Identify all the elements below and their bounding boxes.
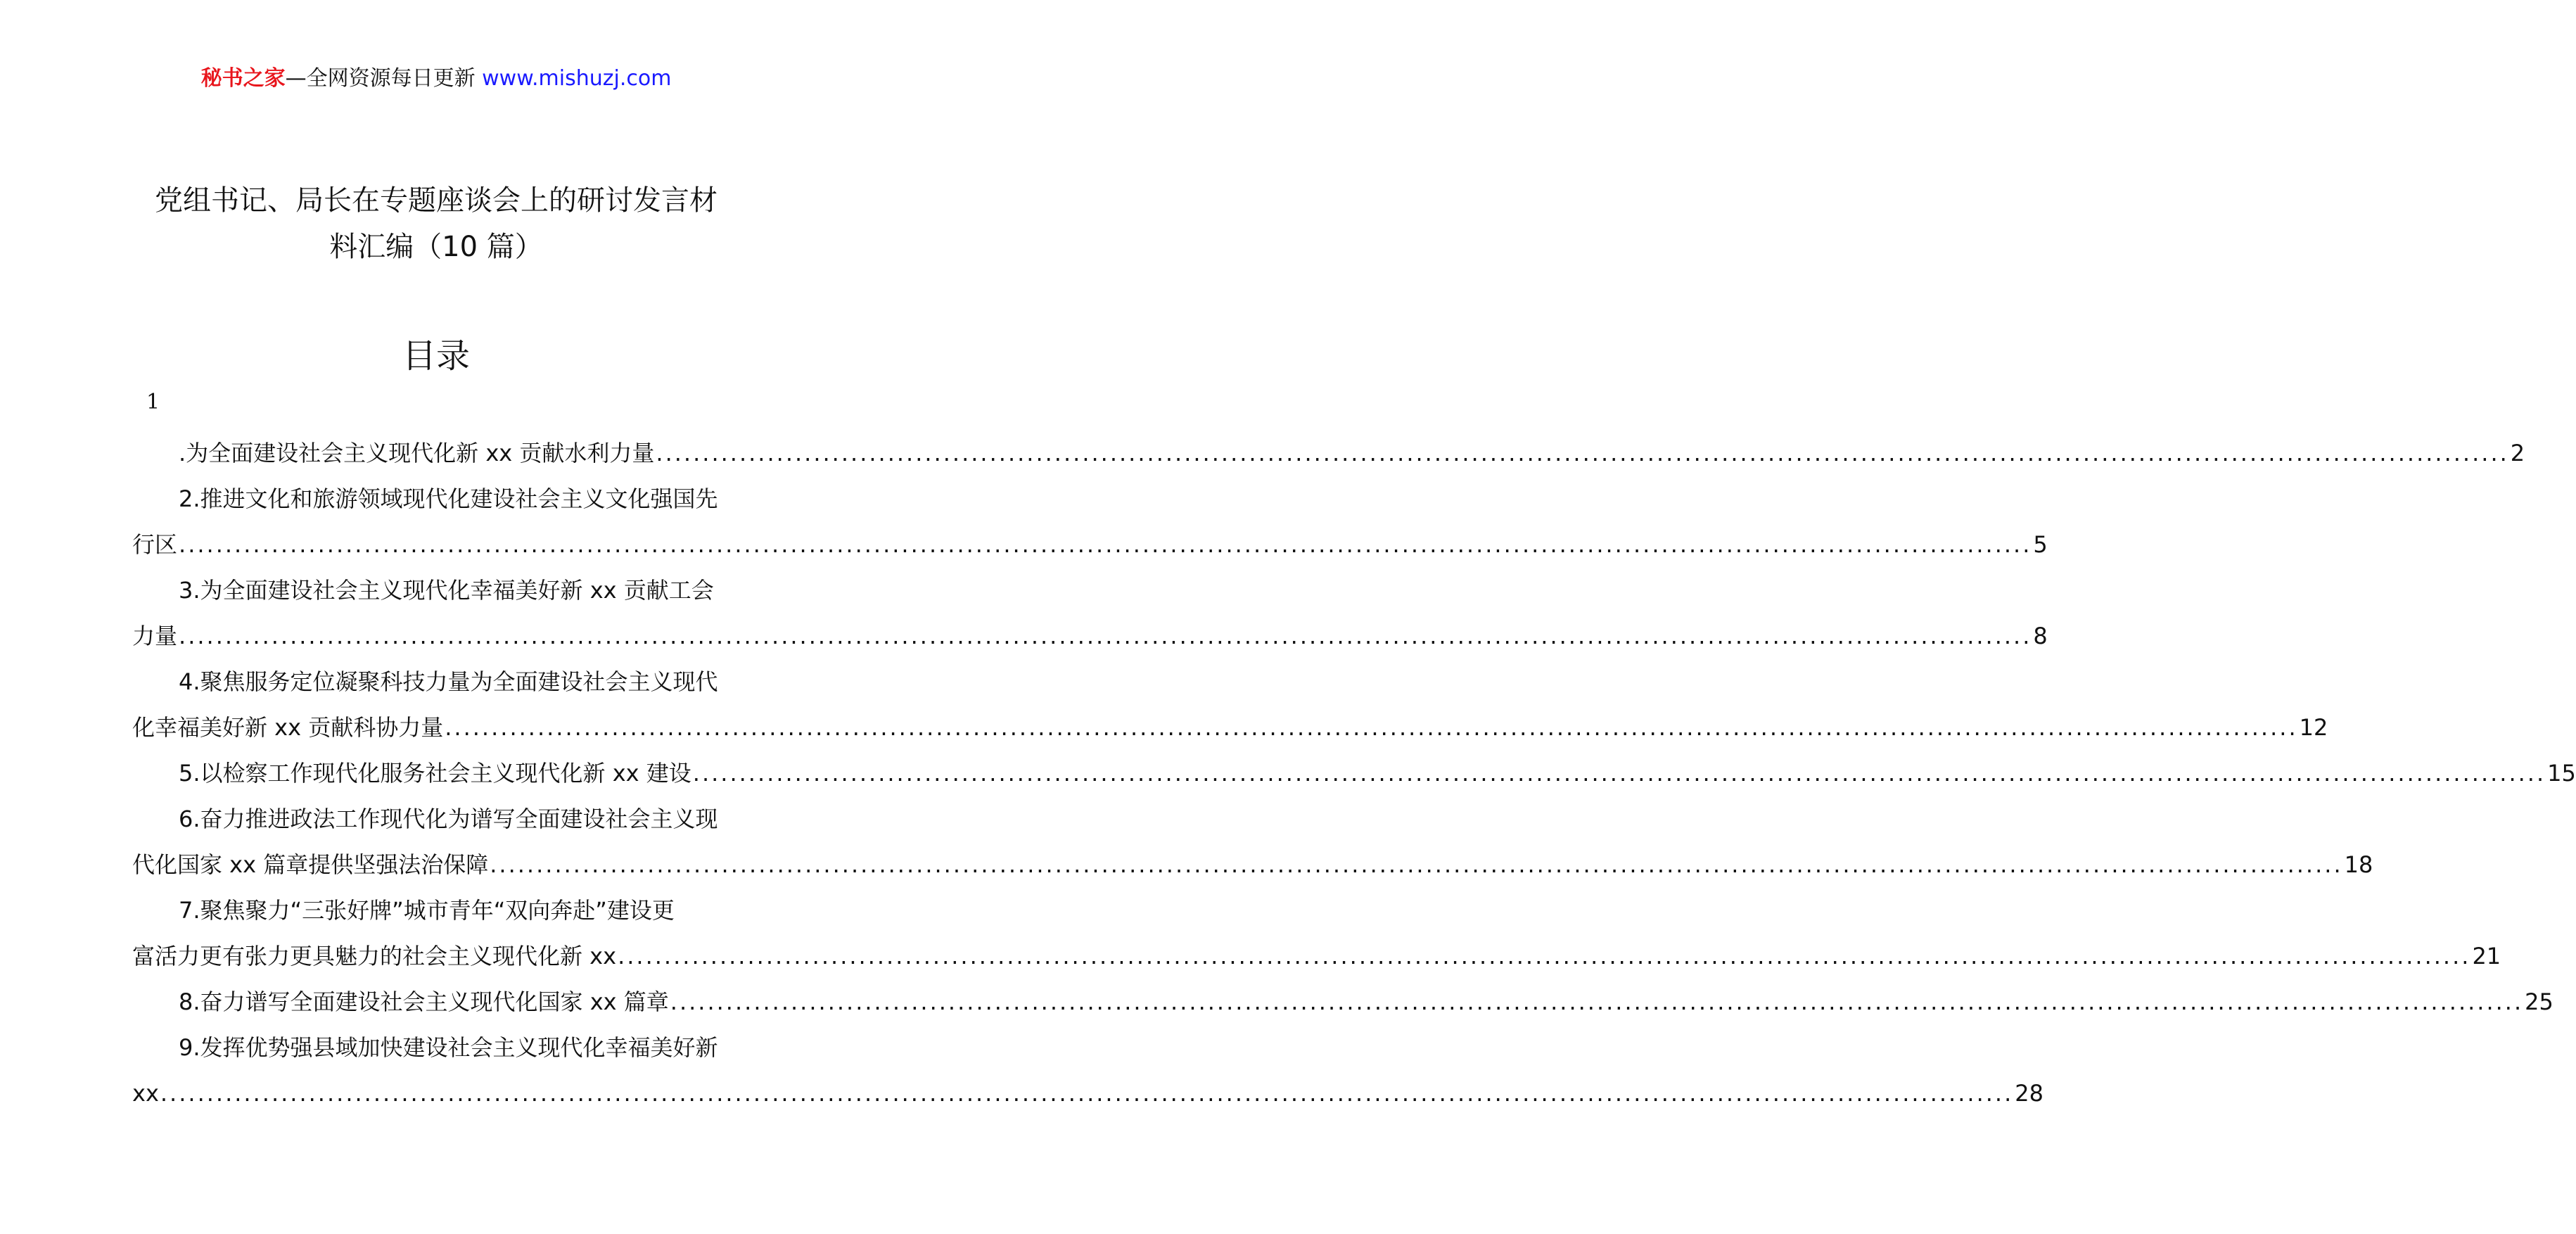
toc-entry-line [132, 476, 740, 522]
stray-page-number: 1 [146, 390, 160, 414]
toc-leader-dots: ........................................................................................................................................................................................................ [670, 988, 2524, 1015]
document-title-line-2: 料汇编（10 篇） [329, 231, 543, 263]
toc-entry[interactable] [132, 751, 2576, 796]
toc-entry-title: 5.以检察工作现代化服务社会主义现代化新 xx 建设 [179, 760, 691, 787]
toc-entry-line [132, 431, 2525, 476]
document-title-line-1: 党组书记、局长在专题座谈会上的研讨发言材 [155, 184, 718, 217]
toc-entry-line [132, 659, 740, 705]
toc-entry-line [132, 979, 2553, 1025]
toc-entry[interactable] [132, 659, 2328, 751]
toc-leader-dots: ........................................................................................................................................................................................................ [618, 943, 2471, 969]
toc-page-number: 25 [2525, 988, 2553, 1015]
toc-leader-dots: ........................................................................................................................................................................................................ [692, 760, 2546, 787]
toc-page-number: 18 [2344, 851, 2373, 878]
toc-entry-title-continued: xx [132, 1080, 159, 1107]
site-url-link[interactable]: www.mishuzj.com [482, 66, 672, 91]
table-of-contents [132, 431, 2576, 1117]
toc-entry[interactable] [132, 431, 2525, 476]
toc-entry-title: 3.为全面建设社会主义现代化幸福美好新 xx 贡献工会 [179, 577, 714, 604]
site-brand-name: 秘书之家 [200, 66, 286, 91]
toc-entry[interactable] [132, 979, 2553, 1025]
toc-leader-dots: ........................................................................................................................................................................................................ [445, 714, 2298, 741]
toc-entry-title: 7.聚焦聚力“三张好牌”城市青年“双向奔赴”建设更 [179, 897, 675, 924]
toc-page-number: 8 [2033, 623, 2048, 649]
toc-entry-line [132, 934, 2501, 979]
toc-entry-title: 8.奋力谱写全面建设社会主义现代化国家 xx 篇章 [179, 988, 669, 1015]
toc-entry[interactable] [132, 888, 2501, 979]
toc-entry-line [132, 568, 740, 613]
toc-entry-line [132, 705, 2328, 751]
toc-page-number: 28 [2015, 1080, 2043, 1107]
toc-entry-line [132, 1025, 740, 1071]
toc-page-number: 12 [2299, 714, 2328, 741]
toc-entry-title-continued: 代化国家 xx 篇章提供坚强法治保障 [132, 851, 489, 878]
toc-entry-line [132, 888, 740, 934]
toc-entry-title: 9.发挥优势强县域加快建设社会主义现代化幸福美好新 [179, 1034, 718, 1061]
site-banner [0, 65, 872, 93]
toc-entry-line [132, 842, 2373, 888]
toc-entry-line [132, 613, 2048, 659]
toc-entry-title-continued: 富活力更有张力更具魅力的社会主义现代化新 xx [132, 943, 617, 969]
toc-entry-title: 6.奋力推进政法工作现代化为谱写全面建设社会主义现 [179, 806, 718, 832]
toc-entry-title-continued: 化幸福美好新 xx 贡献科协力量 [132, 714, 444, 741]
toc-heading: 目录 [402, 336, 470, 376]
toc-entry-title-continued: 力量 [132, 623, 178, 649]
toc-entry-line [132, 1071, 2043, 1117]
toc-page-number: 15 [2547, 760, 2576, 787]
toc-page-number: 5 [2033, 531, 2048, 558]
toc-entry[interactable] [132, 1025, 2043, 1117]
toc-entry-line [132, 522, 2048, 568]
toc-entry-line [132, 751, 2576, 796]
toc-entry-title: 2.推进文化和旅游领域现代化建设社会主义文化强国先 [179, 485, 718, 512]
toc-leader-dots: ........................................................................................................................................................................................................ [179, 531, 2032, 558]
toc-page-number: 2 [2510, 440, 2525, 466]
toc-leader-dots: ........................................................................................................................................................................................................ [656, 440, 2509, 466]
toc-page-number: 21 [2472, 943, 2501, 969]
toc-entry-title: 4.聚焦服务定位凝聚科技力量为全面建设社会主义现代 [179, 668, 718, 695]
toc-entry[interactable] [132, 796, 2373, 888]
toc-leader-dots: ........................................................................................................................................................................................................ [490, 851, 2343, 878]
toc-leader-dots: ........................................................................................................................................................................................................ [160, 1080, 2014, 1107]
toc-entry-title: .为全面建设社会主义现代化新 xx 贡献水利力量 [179, 440, 655, 466]
document-title [127, 177, 746, 270]
toc-entry-title-continued: 行区 [132, 531, 178, 558]
site-tagline: —全网资源每日更新 [285, 66, 483, 91]
toc-entry[interactable] [132, 476, 2048, 568]
toc-leader-dots: ........................................................................................................................................................................................................ [179, 623, 2032, 649]
toc-entry[interactable] [132, 568, 2048, 659]
toc-entry-line [132, 796, 740, 842]
